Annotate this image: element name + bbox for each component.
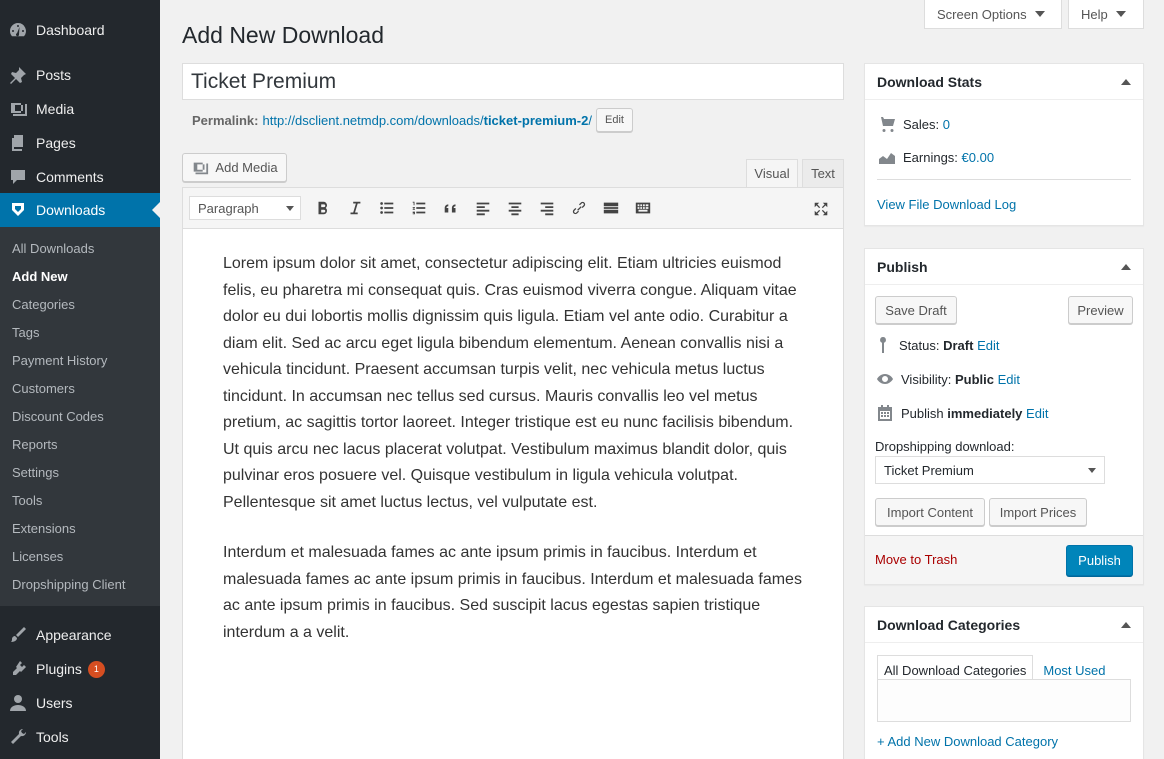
submenu-dropshipping-client[interactable]: Dropshipping Client	[12, 577, 126, 592]
post-title-input[interactable]: Ticket Premium	[182, 63, 844, 100]
submenu-reports[interactable]: Reports	[12, 437, 58, 452]
italic-icon	[346, 199, 364, 217]
read-more-icon	[602, 199, 620, 217]
menu-comments[interactable]	[0, 160, 160, 194]
publish-date-row	[875, 403, 1048, 423]
visibility-value: Public	[954, 371, 994, 387]
keyboard-icon	[634, 199, 652, 217]
menu-posts[interactable]	[0, 58, 160, 92]
box-title: Publish	[877, 258, 928, 275]
view-download-log-link[interactable]: View File Download Log	[877, 197, 1017, 212]
import-prices-button[interactable]: Import Prices	[989, 498, 1087, 526]
italic-button[interactable]	[339, 193, 371, 223]
pin-icon	[0, 65, 36, 85]
menu-pages[interactable]	[0, 126, 160, 160]
paintbrush-icon	[0, 625, 36, 645]
align-right-button[interactable]	[531, 193, 563, 223]
align-right-icon	[538, 199, 556, 217]
bold-button[interactable]	[307, 193, 339, 223]
menu-label: Media	[36, 101, 75, 117]
status-edit-link[interactable]: Edit	[977, 337, 1000, 353]
calendar-icon	[875, 403, 895, 423]
sales-row	[877, 114, 950, 134]
wrench-icon	[0, 727, 36, 747]
chart-area-icon	[877, 147, 897, 167]
submenu-categories[interactable]: Categories	[12, 297, 75, 312]
help-label: Help	[1081, 6, 1108, 22]
preview-button[interactable]: Preview	[1068, 296, 1133, 324]
publish-date-value: immediately	[947, 405, 1023, 421]
submenu-tools[interactable]: Tools	[12, 493, 43, 508]
submenu-tags[interactable]: Tags	[12, 325, 40, 340]
publish-date-edit-link[interactable]: Edit	[1026, 405, 1049, 421]
menu-label: Pages	[36, 135, 76, 151]
add-media-label: Add Media	[215, 160, 278, 175]
visibility-label: Visibility:	[901, 371, 952, 387]
collapse-arrow-icon[interactable]	[1121, 264, 1131, 270]
publish-actions	[865, 535, 1143, 584]
bullet-list-button[interactable]	[371, 193, 403, 223]
caret-down-icon	[1116, 11, 1126, 17]
caret-down-icon	[1035, 11, 1045, 17]
menu-media[interactable]	[0, 92, 160, 126]
format-select[interactable]	[189, 196, 301, 220]
import-content-button[interactable]: Import Content	[875, 498, 985, 526]
sales-label: Sales:	[903, 116, 940, 132]
menu-label: Posts	[36, 67, 72, 83]
plugin-update-badge: 1	[88, 661, 105, 678]
earnings-row	[877, 147, 994, 167]
permalink-label: Permalink:	[192, 112, 259, 128]
menu-users[interactable]	[0, 686, 160, 720]
align-center-icon	[506, 199, 524, 217]
fullscreen-icon	[812, 200, 830, 218]
dropship-label: Dropshipping download:	[875, 439, 1015, 454]
move-to-trash-link[interactable]: Move to Trash	[875, 552, 958, 567]
plugin-icon	[0, 659, 36, 679]
tab-all-download-categories[interactable]: All Download Categories	[877, 655, 1033, 685]
collapse-arrow-icon[interactable]	[1121, 79, 1131, 85]
read-more-button[interactable]	[595, 193, 627, 223]
add-media-button[interactable]	[182, 153, 287, 182]
blockquote-button[interactable]	[435, 193, 467, 223]
publish-date-label: Publish	[901, 405, 944, 421]
content-paragraph: Lorem ipsum dolor sit amet, consectetur adipiscing elit. Etiam ultricies euismod felis, eu pharetra mi consequat quis. Cras euismod viverra congue. Aliquam vitae dolor eu dui lobortis mollis dignissim quis ligula. Etiam vel ante odio. Curabitur a diam elit. Sed ac arcu eget ligula bibendum elementum. Aenean convallis nisi a vehicula tincidunt. Praesent accumsan turpis velit, nec vehicula metus luctus tincidunt. In accumsan nec tellus sed cursus. Mauris convallis leo vel metus pretium, ac sagittis tortor laoreet. Integer tristique est eu nunc facilisis bibendum. Ut quis arcu nec lacus placerat volutpat. Vestibulum maximus blandit dolor, quis pulvinar eros posuere vel. Quisque vestibulum in ligula vehicula volutpat. Pellentesque sit amet luctus lectus, vel vulputate est.	[223, 255, 797, 511]
save-draft-button[interactable]: Save Draft	[875, 296, 957, 324]
submenu-customers[interactable]: Customers	[12, 381, 75, 396]
earnings-label: Earnings:	[903, 149, 958, 165]
cart-icon	[877, 114, 897, 134]
submenu-all-downloads[interactable]: All Downloads	[12, 241, 95, 256]
sales-value-link[interactable]: 0	[942, 116, 950, 132]
pin-icon	[873, 335, 893, 355]
download-stats-header[interactable]	[865, 64, 1143, 100]
tab-most-used[interactable]: Most Used	[1043, 662, 1106, 678]
permalink-slug: ticket-premium-2	[483, 112, 589, 128]
status-value: Draft	[943, 337, 974, 353]
menu-label: Plugins	[36, 661, 82, 677]
bullet-list-icon	[378, 199, 396, 217]
help-button[interactable]	[1068, 0, 1144, 29]
visibility-edit-link[interactable]: Edit	[997, 371, 1021, 387]
permalink-link[interactable]	[262, 113, 592, 128]
menu-tools[interactable]	[0, 720, 160, 754]
users-icon	[0, 693, 36, 713]
dashboard-icon	[0, 20, 36, 40]
menu-label: Comments	[36, 169, 104, 185]
collapse-arrow-icon[interactable]	[1121, 622, 1131, 628]
format-value: Paragraph	[198, 200, 259, 216]
admin-sidebar	[0, 0, 160, 759]
permalink-edit-button[interactable]: Edit	[596, 108, 633, 132]
visibility-row	[875, 369, 1020, 389]
align-center-button[interactable]	[499, 193, 531, 223]
submenu-extensions[interactable]: Extensions	[12, 521, 76, 536]
editor-content[interactable]	[182, 229, 844, 759]
numbered-list-icon	[410, 199, 428, 217]
menu-plugins[interactable]	[0, 652, 160, 686]
menu-label: Downloads	[36, 202, 106, 218]
submenu-payment-history[interactable]: Payment History	[12, 353, 108, 368]
media-icon	[191, 159, 209, 177]
menu-dashboard[interactable]	[0, 13, 160, 47]
download-categories-box	[864, 606, 1144, 759]
tab-text[interactable]: Text	[802, 159, 844, 187]
menu-label: Appearance	[36, 627, 112, 643]
toolbar-toggle-button[interactable]	[627, 193, 659, 223]
insert-link-button[interactable]	[563, 193, 595, 223]
link-icon	[570, 199, 588, 217]
bold-icon	[314, 199, 332, 217]
comments-icon	[0, 167, 36, 187]
permalink-base: http://dsclient.netmdp.com/downloads/	[262, 112, 484, 128]
dropship-value: Ticket Premium	[884, 462, 974, 478]
tab-visual[interactable]: Visual	[746, 159, 798, 187]
box-title: Download Categories	[877, 616, 1021, 633]
submenu-add-new[interactable]: Add New	[12, 269, 68, 284]
download-icon	[0, 200, 36, 220]
align-left-button[interactable]	[467, 193, 499, 223]
publish-button[interactable]: Publish	[1066, 545, 1133, 576]
menu-downloads[interactable]	[0, 193, 160, 227]
caret-down-icon	[286, 206, 294, 211]
status-label: Status:	[899, 337, 940, 353]
add-new-category-link[interactable]: + Add New Download Category	[877, 734, 1059, 749]
editor-toolbar	[182, 187, 844, 229]
pages-icon	[0, 133, 36, 153]
dropship-select[interactable]	[875, 456, 1105, 484]
caret-down-icon	[1088, 468, 1096, 473]
download-stats-box	[864, 63, 1144, 226]
page-title: Add New Download	[182, 22, 385, 48]
downloads-submenu	[0, 227, 160, 606]
screen-options-label: Screen Options	[937, 6, 1027, 22]
submenu-licenses[interactable]: Licenses	[12, 549, 64, 564]
menu-label: Users	[36, 695, 73, 711]
submenu-discount-codes[interactable]: Discount Codes	[12, 409, 104, 424]
content-paragraph: Interdum et malesuada fames ac ante ipsum primis in faucibus. Interdum et malesuada fames ac ante ipsum primis in faucibus. Interdum et malesuada fames ac ante ipsum primis in faucibus. Sed suscipit lacus egestas sapien tristique interdum a a velit.	[223, 544, 802, 641]
media-icon	[0, 99, 36, 119]
screen-options-button[interactable]	[924, 0, 1062, 29]
publish-box	[864, 248, 1144, 585]
divider	[877, 179, 1131, 180]
quote-icon	[442, 199, 460, 217]
fullscreen-button[interactable]	[805, 194, 837, 224]
publish-header[interactable]	[865, 249, 1143, 285]
category-list[interactable]	[877, 679, 1131, 722]
box-title: Download Stats	[877, 73, 983, 90]
menu-label: Tools	[36, 729, 69, 745]
earnings-value-link[interactable]: €0.00	[961, 149, 995, 165]
eye-icon	[875, 369, 895, 389]
submenu-settings[interactable]: Settings	[12, 465, 59, 480]
download-categories-header[interactable]	[865, 607, 1143, 643]
menu-label: Dashboard	[36, 22, 105, 38]
align-left-icon	[474, 199, 492, 217]
permalink-end: /	[588, 112, 592, 128]
numbered-list-button[interactable]	[403, 193, 435, 223]
menu-appearance[interactable]	[0, 618, 160, 652]
status-row	[873, 335, 999, 355]
permalink-row	[192, 108, 633, 132]
